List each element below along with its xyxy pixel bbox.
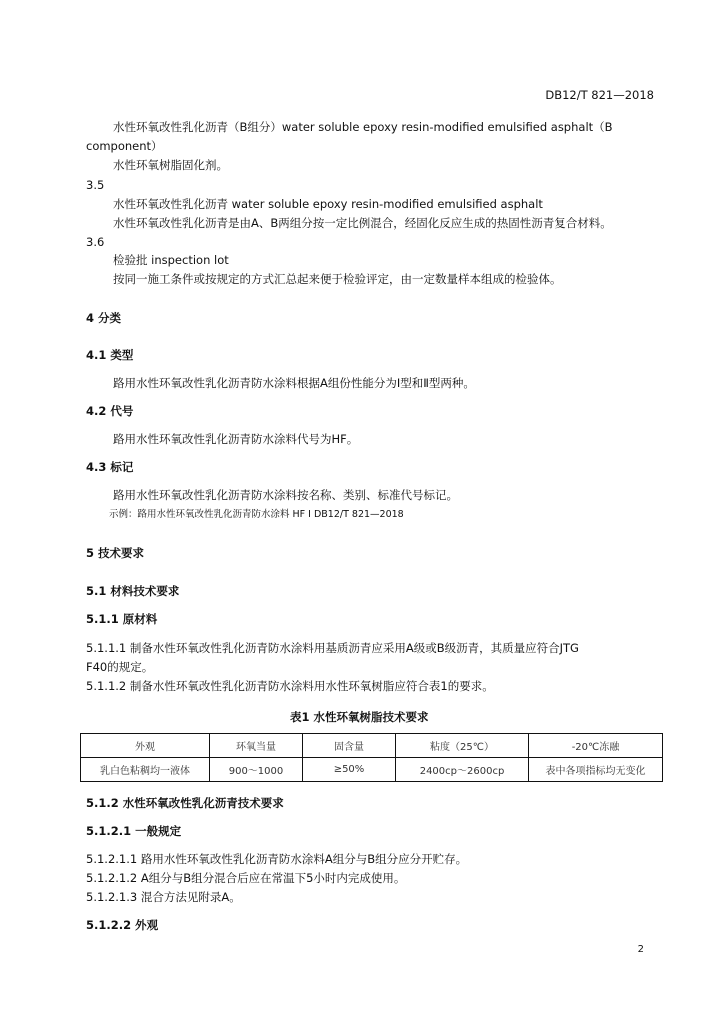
term-3-5-number: 3.5 (86, 178, 105, 192)
section-5-1-2-1-heading: 5.1.2.1 一般规定 (86, 824, 182, 838)
table-header-row (81, 734, 663, 758)
table-row (81, 758, 663, 782)
table-header-cell: 外观 (81, 734, 210, 758)
table-cell: 乳白色粘稠均一液体 (81, 758, 210, 782)
section-5-heading: 5 技术要求 (86, 546, 145, 560)
section-5-1-2-2-heading: 5.1.2.2 外观 (86, 918, 159, 932)
table-header-cell: -20℃冻融 (529, 734, 663, 758)
term-3-5-definition: 水性环氧改性乳化沥青是由A、B两组分按一定比例混合，经固化反应生成的热固性沥青复合材料。 (113, 216, 612, 230)
page-number: 2 (637, 944, 644, 955)
term-3-6-title: 检验批 inspection lot (113, 253, 229, 267)
section-4-3-heading: 4.3 标记 (86, 460, 134, 474)
term-3-6-number: 3.6 (86, 235, 105, 249)
resin-requirements-table (80, 733, 663, 782)
doc-code-header: DB12/T 821—2018 (545, 88, 654, 102)
table-1-caption: 表1 水性环氧树脂技术要求 (290, 710, 429, 724)
table-cell: ≥50% (303, 758, 396, 782)
table-cell: 表中各项指标均无变化 (529, 758, 663, 782)
section-4-heading: 4 分类 (86, 311, 122, 325)
clause-5-1-2-1-3: 5.1.2.1.3 混合方法见附录A。 (86, 890, 241, 904)
section-4-1-heading: 4.1 类型 (86, 348, 134, 362)
section-4-3-text: 路用水性环氧改性乳化沥青防水涂料按名称、类别、标准代号标记。 (113, 488, 458, 502)
term-3-4-title: 水性环氧改性乳化沥青（B组分）water soluble epoxy resin-modified emulsified asphalt（B (113, 120, 613, 134)
clause-5-1-1-1-cont: F40的规定。 (86, 660, 154, 674)
clause-5-1-1-2: 5.1.1.2 制备水性环氧改性乳化沥青防水涂料用水性环氧树脂应符合表1的要求。 (86, 679, 494, 693)
section-5-1-1-heading: 5.1.1 原材料 (86, 612, 158, 626)
clause-5-1-2-1-1: 5.1.2.1.1 路用水性环氧改性乳化沥青防水涂料A组分与B组分应分开贮存。 (86, 852, 468, 866)
term-3-5-title: 水性环氧改性乳化沥青 water soluble epoxy resin-modified emulsified asphalt (113, 197, 543, 211)
section-5-1-2-heading: 5.1.2 水性环氧改性乳化沥青技术要求 (86, 796, 284, 810)
term-3-4-definition: 水性环氧树脂固化剂。 (113, 158, 228, 172)
section-4-3-example: 示例：路用水性环氧改性乳化沥青防水涂料 HF Ⅰ DB12/T 821—2018 (109, 509, 404, 520)
table-cell: 2400cp～2600cp (396, 758, 529, 782)
section-4-2-text: 路用水性环氧改性乳化沥青防水涂料代号为HF。 (113, 432, 359, 446)
section-5-1-heading: 5.1 材料技术要求 (86, 584, 180, 598)
section-4-2-heading: 4.2 代号 (86, 404, 134, 418)
term-3-6-definition: 按同一施工条件或按规定的方式汇总起来便于检验评定，由一定数量样本组成的检验体。 (113, 272, 562, 286)
table-header-cell: 环氧当量 (210, 734, 303, 758)
term-3-4-title-cont: component） (86, 139, 163, 153)
section-4-1-text: 路用水性环氧改性乳化沥青防水涂料根据A组份性能分为Ⅰ型和Ⅱ型两种。 (113, 376, 475, 390)
clause-5-1-2-1-2: 5.1.2.1.2 A组分与B组分混合后应在常温下5小时内完成使用。 (86, 871, 406, 885)
table-header-cell: 固含量 (303, 734, 396, 758)
clause-5-1-1-1: 5.1.1.1 制备水性环氧改性乳化沥青防水涂料用基质沥青应采用A级或B级沥青，其质量应符合JTG (86, 641, 579, 655)
table-header-cell: 粘度（25℃） (396, 734, 529, 758)
table-cell: 900～1000 (210, 758, 303, 782)
